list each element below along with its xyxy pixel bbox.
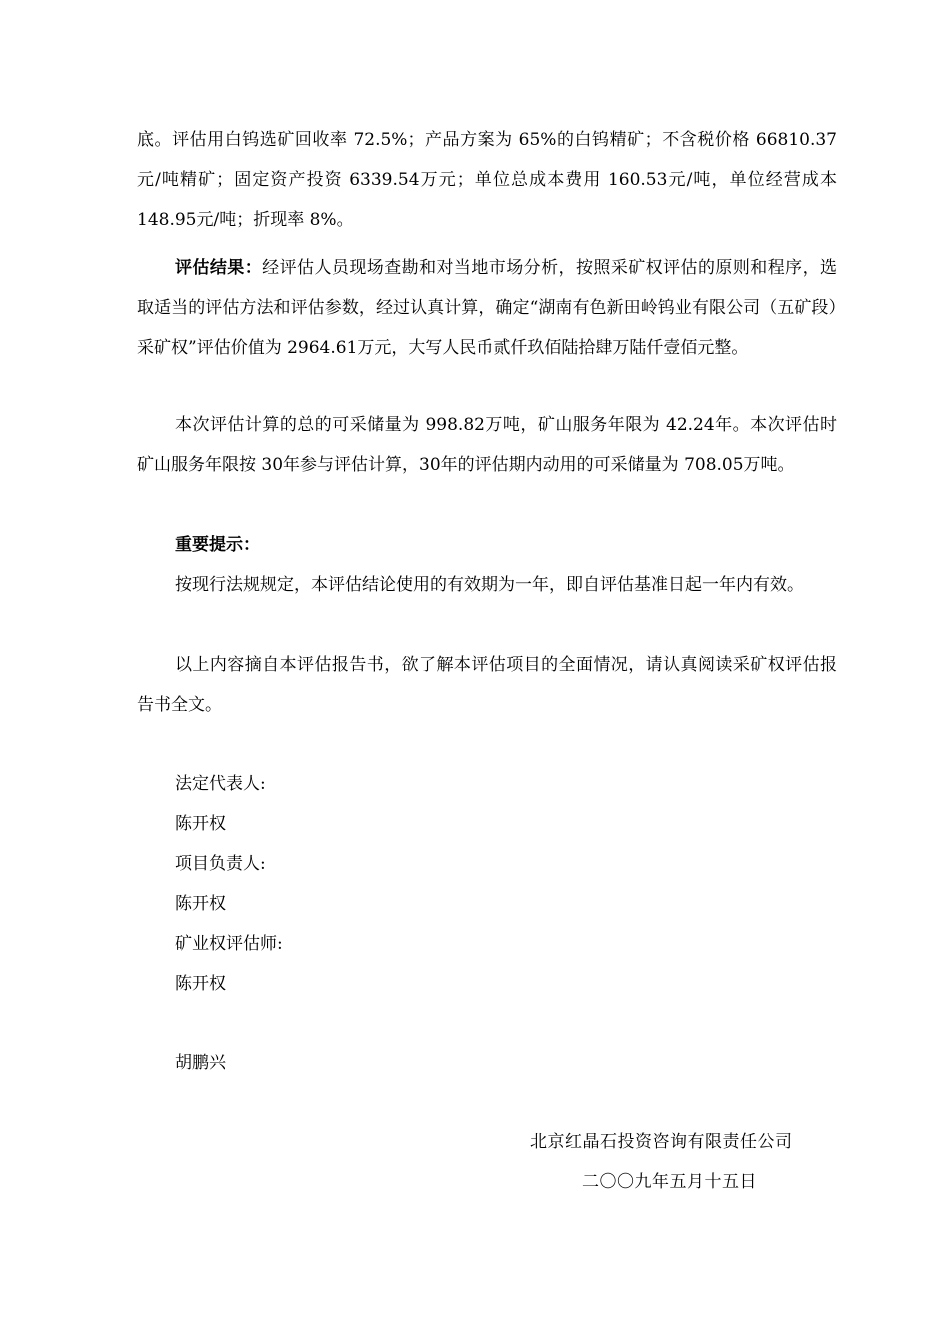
result-text: 经评估人员现场查勘和对当地市场分析，按照采矿权评估的原则和程序，选取适当的评估方法和评估参数，经过认真计算，确定“湖南有色新田岭钨业有限公司（五矿段）采矿权”评估价值为 2964.61万元，大写人民币贰仟玖佰陆拾肆万陆仟壹佰元整。 (137, 258, 838, 358)
appraiser-name-2: 胡鹏兴 (175, 1053, 226, 1073)
result-label: 评估结果： (175, 258, 263, 278)
validity-paragraph: 按现行法规规定，本评估结论使用的有效期为一年，即自评估基准日起一年内有效。 (175, 575, 804, 595)
notice-heading: 重要提示： (175, 535, 260, 555)
reserves-paragraph: 本次评估计算的总的可采储量为 998.82万吨，矿山服务年限为 42.24年。本次评估时矿山服务年限按 30年参与评估计算，30年的评估期内动用的可采储量为 708.05万吨。 (137, 415, 837, 475)
parameters-paragraph: 底。评估用白钨选矿回收率 72.5%；产品方案为 65%的白钨精矿；不含税价格 66810.37元/吨精矿；固定资产投资 6339.54万元；单位总成本费用 160.53元/吨，单位经营成本 148.95元/吨；折现率 8%。 (137, 130, 837, 230)
excerpt-paragraph: 以上内容摘自本评估报告书，欲了解本评估项目的全面情况，请认真阅读采矿权评估报告书全文。 (137, 655, 837, 715)
appraiser-name-1: 陈开权 (175, 974, 226, 994)
legal-rep-label: 法定代表人: (175, 774, 266, 794)
project-lead-name: 陈开权 (175, 894, 226, 914)
project-lead-label: 项目负责人: (175, 854, 266, 874)
company-name: 北京红晶石投资咨询有限责任公司 (530, 1132, 793, 1152)
appraiser-label: 矿业权评估师: (175, 934, 283, 954)
legal-rep-name: 陈开权 (175, 814, 226, 834)
report-date: 二〇〇九年五月十五日 (582, 1172, 757, 1192)
result-paragraph (137, 248, 837, 368)
